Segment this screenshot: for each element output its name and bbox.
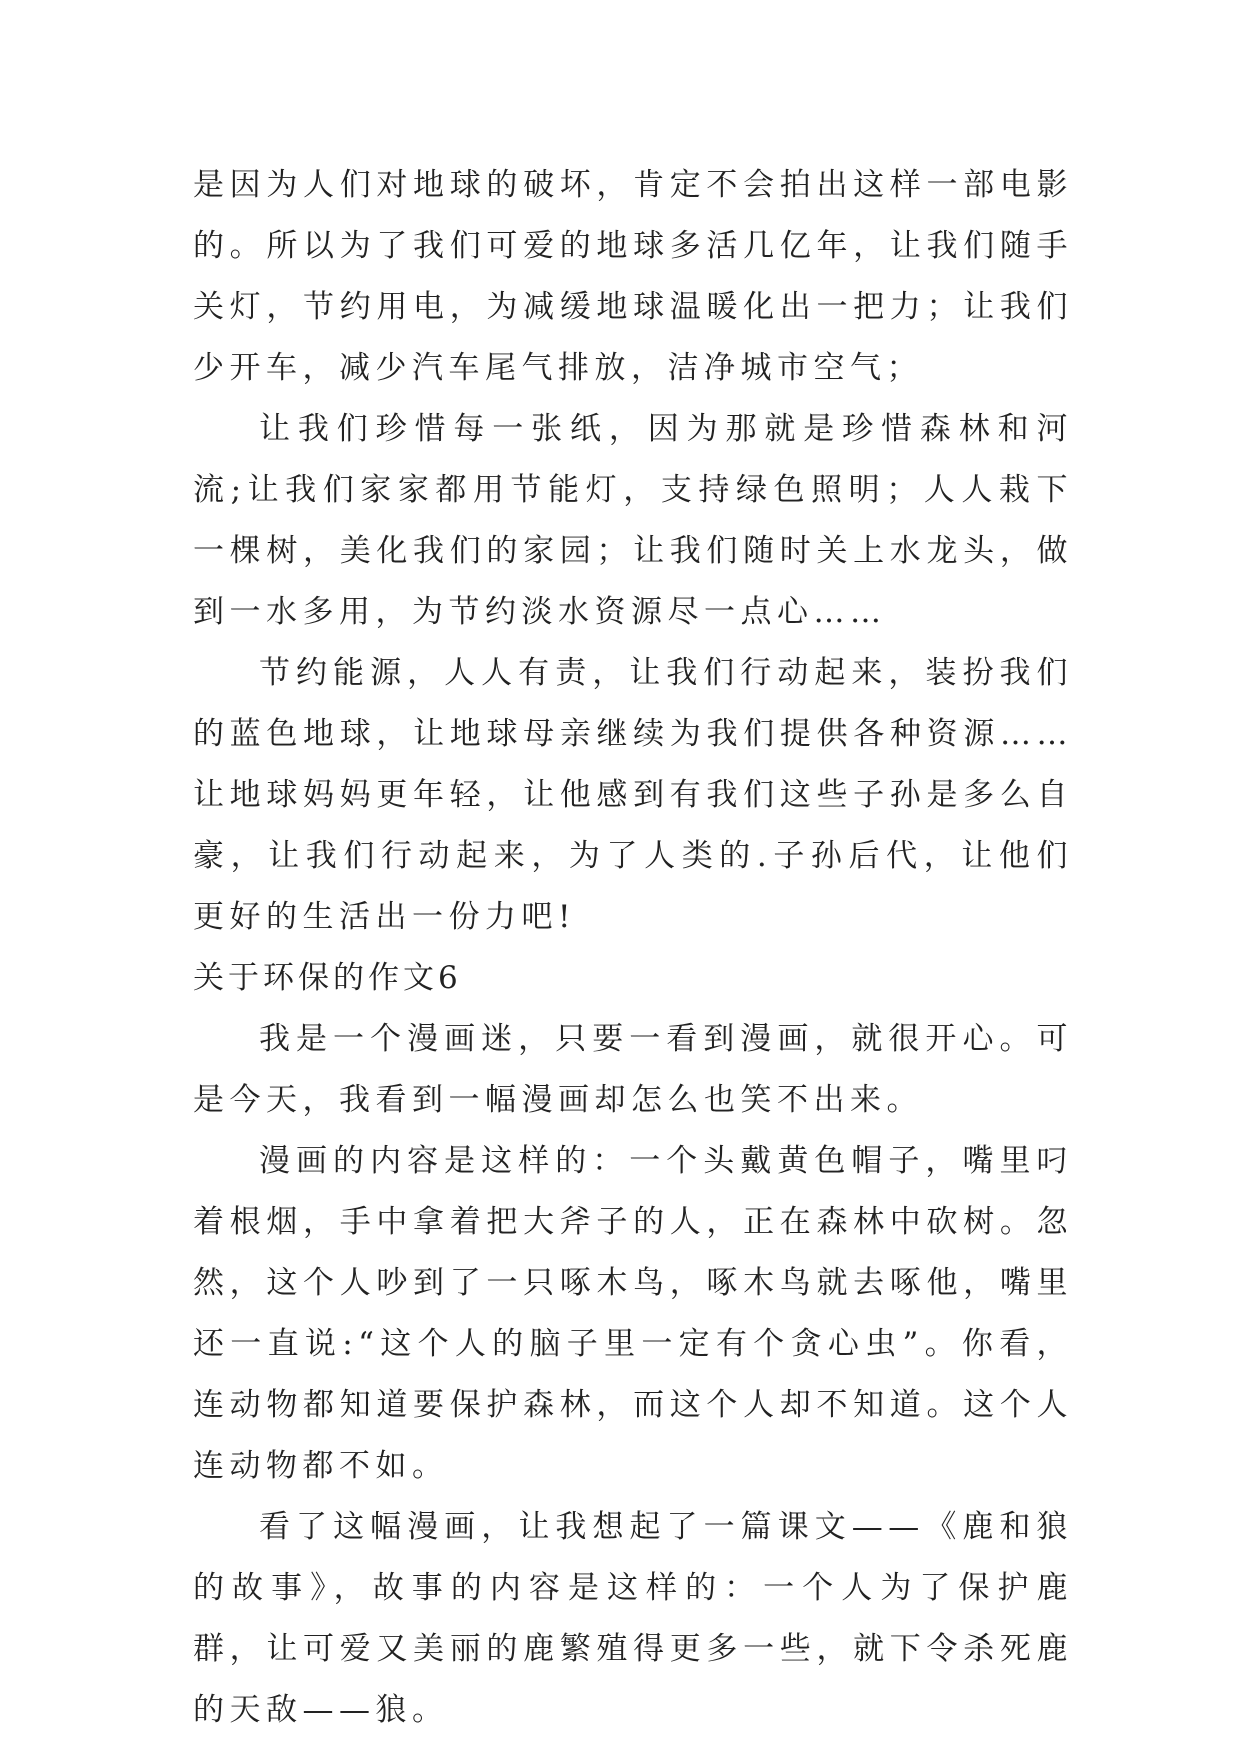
- document-page: [193, 155, 1073, 1741]
- paragraph-4: 我是一个漫画迷，只要一看到漫画，就很开心。可是今天，我看到一幅漫画却怎么也笑不出来。: [193, 1021, 1073, 1118]
- paragraph-5: 漫画的内容是这样的：一个头戴黄色帽子，嘴里叼着根烟，手中拿着把大斧子的人，正在森林中砍树。忽然，这个人吵到了一只啄木鸟，啄木鸟就去啄他，嘴里还一直说:“这个人的脑子里一定有个贪心虫”。你看，连动物都知道要保护森林，而这个人却不知道。这个人连动物都不如。: [193, 1143, 1073, 1484]
- paragraph-3: 节约能源，人人有责，让我们行动起来，装扮我们的蓝色地球，让地球母亲继续为我们提供各种资源……让地球妈妈更年轻，让他感到有我们这些子孙是多么自豪，让我们行动起来，为了人类的.子孙后代，让他们更好的生活出一份力吧!: [193, 655, 1073, 935]
- paragraph-1: 是因为人们对地球的破坏，肯定不会拍出这样一部电影的。所以为了我们可爱的地球多活几亿年，让我们随手关灯，节约用电，为减缓地球温暖化出一把力；让我们少开车，减少汽车尾气排放，洁净城市空气；: [193, 167, 1073, 386]
- paragraph-2: 让我们珍惜每一张纸，因为那就是珍惜森林和河流;让我们家家都用节能灯，支持绿色照明；人人栽下一棵树，美化我们的家园；让我们随时关上水龙头，做到一水多用，为节约淡水资源尽一点心……: [193, 411, 1073, 630]
- section-heading: 关于环保的作文6: [193, 960, 462, 996]
- paragraph-6: 看了这幅漫画，让我想起了一篇课文——《鹿和狼的故事》，故事的内容是这样的：一个人为了保护鹿群，让可爱又美丽的鹿繁殖得更多一些，就下令杀死鹿的天敌——狼。: [193, 1509, 1073, 1728]
